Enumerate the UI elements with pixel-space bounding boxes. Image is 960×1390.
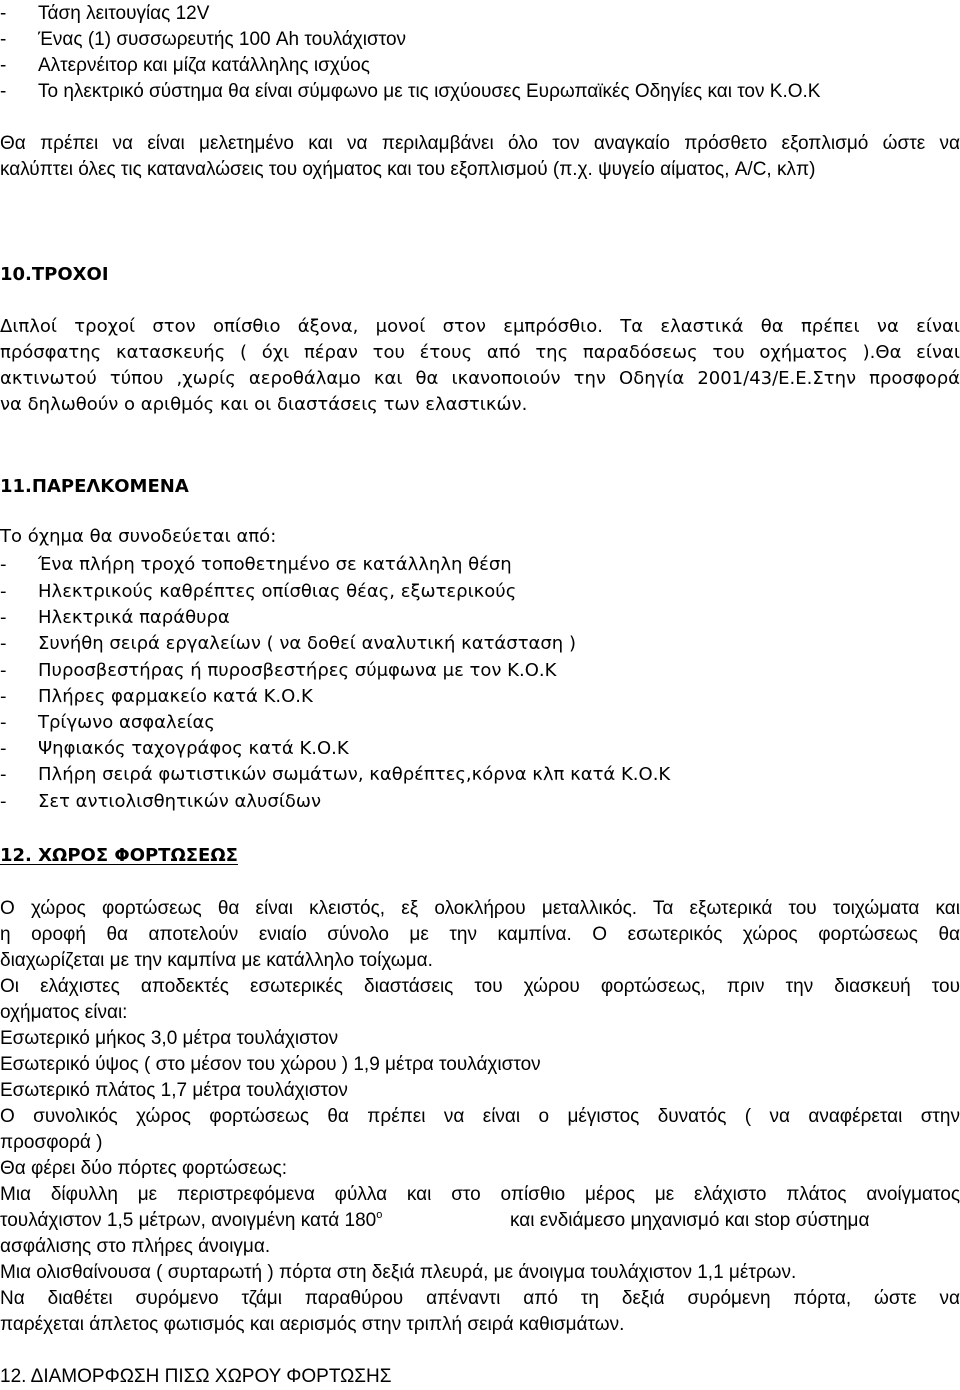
list-item: - Συνήθη σειρά εργαλείων ( να δοθεί αναλυτική κατάσταση ) [0, 633, 576, 654]
section-heading: 11.ΠΑΡΕΛΚΟΜΕΝΑ [0, 476, 189, 497]
paragraph-line: Εσωτερικό μήκος 3,0 μέτρα τουλάχιστον [0, 1028, 339, 1049]
paragraph-line: Το όχημα θα συνοδεύεται από: [0, 526, 277, 547]
list-item: - Πλήρη σειρά φωτιστικών σωμάτων, καθρέπτες,κόρνα κλπ κατά Κ.Ο.Κ [0, 764, 671, 785]
list-item: - Ένα πλήρη τροχό τοποθετημένο σε κατάλληλη θέση [0, 554, 512, 575]
paragraph-line: η οροφή θα αποτελούν ενιαίο σύνολο με την καμπίνα. Ο εσωτερικός χώρος φορτώσεως θα [0, 924, 960, 945]
paragraph-line: ακτινωτού τύπου ,χωρίς αεροθάλαμο και θα ικανοποιούν την Οδηγία 2001/43/Ε.Ε.Στην προσφορά [0, 368, 960, 389]
section-heading: 12. ΔΙΑΜΟΡΦΩΣΗ ΠΙΣΩ ΧΩΡΟΥ ΦΟΡΤΩΣΗΣ [0, 1366, 392, 1387]
list-item: - Ψηφιακός ταχογράφος κατά Κ.Ο.Κ [0, 738, 349, 759]
paragraph-line: Οι ελάχιστες αποδεκτές εσωτερικές διαστάσεις του χώρου φορτώσεως, πριν την διασκευή του [0, 976, 960, 997]
list-item: - Τρίγωνο ασφαλείας [0, 712, 215, 733]
paragraph-line: ασφάλισης στο πλήρες άνοιγμα. [0, 1236, 271, 1257]
list-item: - Τάση λειτουγίας 12V [0, 3, 210, 24]
paragraph-line: διαχωρίζεται με την καμπίνα με κατάλληλο τοίχωμα. [0, 950, 433, 971]
section-heading: 12. ΧΩΡΟΣ ΦΟΡΤΩΣΕΩΣ [0, 845, 238, 866]
paragraph-line: Ο χώρος φορτώσεως θα είναι κλειστός, εξ ολοκλήρου μεταλλικός. Τα εξωτερικά του τοιχώματα και [0, 898, 960, 919]
paragraph-line: Μια δίφυλλη με περιστρεφόμενα φύλλα και στο οπίσθιο μέρος με ελάχιστο πλάτος ανοίγματος [0, 1184, 960, 1205]
list-item: - Σετ αντιολισθητικών αλυσίδων [0, 791, 322, 812]
list-item: - Ένας (1) συσσωρευτής 100 Ah τουλάχιστον [0, 29, 407, 50]
paragraph-line: Θα πρέπει να είναι μελετημένο και να περιλαμβάνει όλο τον αναγκαίο πρόσθετο εξοπλισμό ώστε να [0, 133, 960, 154]
list-item: - Το ηλεκτρικό σύστημα θα είναι σύμφωνο με τις ισχύουσες Ευρωπαϊκές Οδηγίες και τον Κ.Ο.Κ [0, 81, 821, 102]
paragraph-line: πρόσφατης κατασκευής ( όχι πέραν του έτους από της παραδόσεως του οχήματος ).Θα είναι [0, 342, 960, 363]
paragraph-line: Ο συνολικός χώρος φορτώσεως θα πρέπει να είναι ο μέγιστος δυνατός ( να αναφέρεται στην [0, 1106, 960, 1127]
paragraph-line: καλύπτει όλες τις καταναλώσεις του οχήματος και του εξοπλισμού (π.χ. ψυγείο αίματος, A/C, κλπ) [0, 159, 816, 180]
list-item: - Αλτερνέιτορ και μίζα κατάλληλης ισχύος [0, 55, 370, 76]
paragraph-line: Θα φέρει δύο πόρτες φορτώσεως: [0, 1158, 288, 1179]
paragraph-line: Εσωτερικό πλάτος 1,7 μέτρα τουλάχιστον [0, 1080, 348, 1101]
degree-superscript: o [376, 1208, 383, 1221]
paragraph-line: Να διαθέτει συρόμενο τζάμι παραθύρου απέναντι από τη δεξιά συρόμενη πόρτα, ώστε να [0, 1288, 960, 1309]
section-heading: 10.ΤΡΟΧΟΙ [0, 264, 109, 285]
paragraph-line: τουλάχιστον 1,5 μέτρων, ανοιγμένη κατά 180$^o$ και ενδιάμεσο μηχανισμό και stop σύστημα [0, 1208, 870, 1231]
paragraph-line: να δηλωθούν ο αριθμός και οι διαστάσεις των ελαστικών. [0, 394, 528, 415]
paragraph-line: Μια ολισθαίνουσα ( συρταρωτή ) πόρτα στη δεξιά πλευρά, με άνοιγμα τουλάχιστον 1,1 μέτρων. [0, 1262, 797, 1283]
list-item: - Πυροσβεστήρας ή πυροσβεστήρες σύμφωνα με τον Κ.Ο.Κ [0, 660, 557, 681]
list-item: - Ηλεκτρικά παράθυρα [0, 607, 230, 628]
paragraph-line: Διπλοί τροχοί στον οπίσθιο άξονα, μονοί στον εμπρόσθιο. Τα ελαστικά θα πρέπει να είναι [0, 316, 960, 337]
list-item: - Ηλεκτρικούς καθρέπτες οπίσθιας θέας, εξωτερικούς [0, 581, 517, 602]
paragraph-line: Εσωτερικό ύψος ( στο μέσον του χώρου ) 1,9 μέτρα τουλάχιστον [0, 1054, 541, 1075]
list-item: - Πλήρες φαρμακείο κατά Κ.Ο.Κ [0, 686, 313, 707]
paragraph-line: παρέχεται άπλετος φωτισμός και αερισμός στην τριπλή σειρά καθισμάτων. [0, 1314, 625, 1335]
paragraph-line: προσφορά ) [0, 1132, 103, 1153]
paragraph-line: οχήματος είναι: [0, 1002, 128, 1023]
